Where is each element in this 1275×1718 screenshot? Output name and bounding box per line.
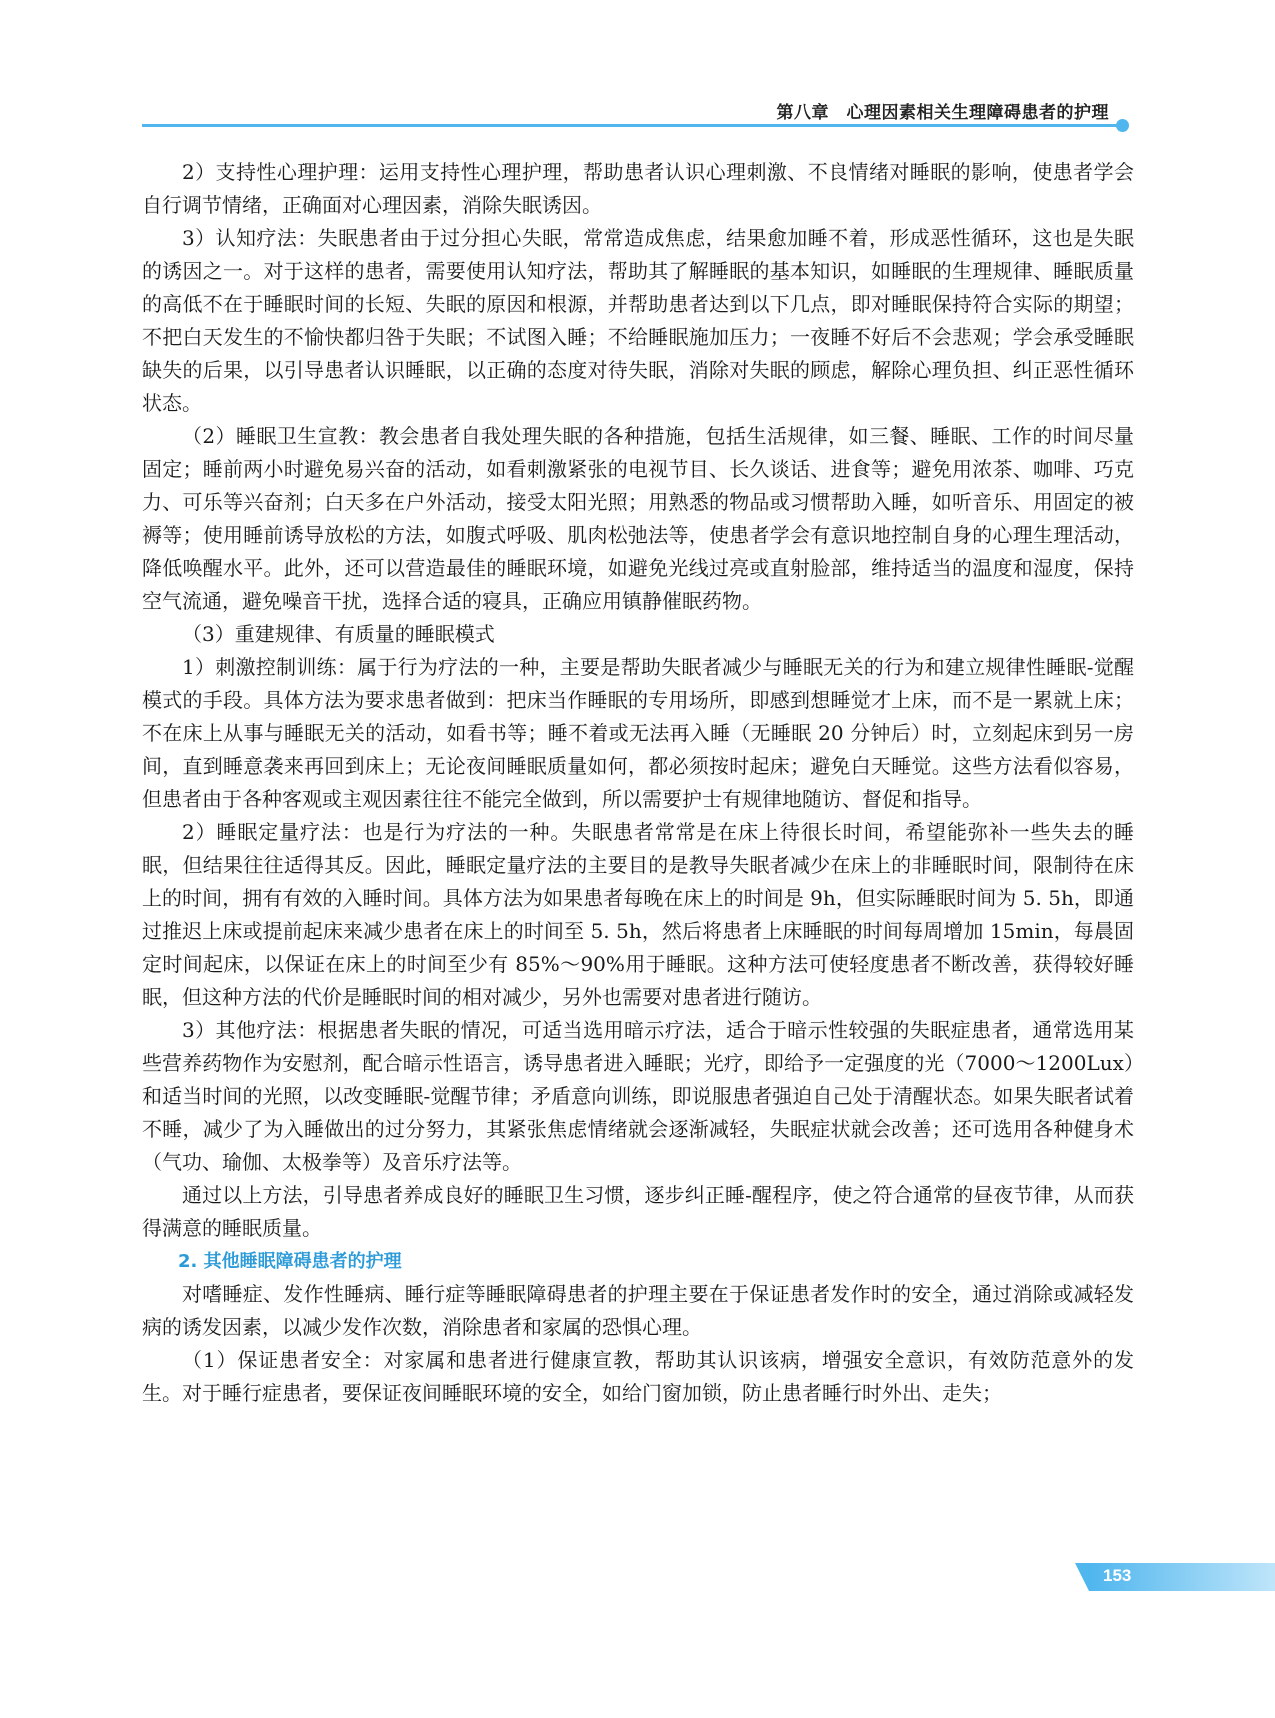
paragraph-patient-safety: （1）保证患者安全：对家属和患者进行健康宣教，帮助其认识该病，增强安全意识，有效防范意外的发生。对于睡行症患者，要保证夜间睡眠环境的安全，如给门窗加锁，防止患者睡行时外出、走失； <box>142 1348 1134 1405</box>
section-heading: 2. 其他睡眠障碍患者的护理 <box>178 1251 402 1272</box>
paragraph-sleep-restriction: 2）睡眠定量疗法：也是行为疗法的一种。失眠患者常常是在床上待很长时间，希望能弥补一些失去的睡眠，但结果往往适得其反。因此，睡眠定量疗法的主要目的是教导失眠者减少在床上的非睡眠时间，限制待在床上的时间，拥有有效的入睡时间。具体方法为如果患者每晚在床上的时间是 9h，但实际睡眠时间为 5. 5h，即通过推迟上床或提前起床来减少患者在床上的时间至 5. 5h，然后将患者上床睡眠的时间每周增加 15min，每晨固定时间起床，以保证在床上的时间至少有 85%～90%用于睡眠。这种方法可使轻度患者不断改善，获得较好睡眠，但这种方法的代价是睡眠时间的相对减少，另外也需要对患者进行随访。 <box>142 820 1134 1009</box>
paragraph-stimulus-control: 1）刺激控制训练：属于行为疗法的一种，主要是帮助失眠者减少与睡眠无关的行为和建立规律性睡眠-觉醒模式的手段。具体方法为要求患者做到：把床当作睡眠的专用场所，即感到想睡觉才上床，而不是一累就上床；不在床上从事与睡眠无关的活动，如看书等；睡不着或无法再入睡（无睡眠 20 分钟后）时，立刻起床到另一房间，直到睡意袭来再回到床上；无论夜间睡眠质量如何，都必须按时起床；避免白天睡觉。这些方法看似容易，但患者由于各种客观或主观因素往往不能完全做到，所以需要护士有规律地随访、督促和指导。 <box>142 655 1134 811</box>
paragraph-other-therapies: 3）其他疗法：根据患者失眠的情况，可适当选用暗示疗法，适合于暗示性较强的失眠症患者，通常选用某些营养药物作为安慰剂，配合暗示性语言，诱导患者进入睡眠；光疗，即给予一定强度的光（7000～1200Lux）和适当时间的光照，以改变睡眠-觉醒节律；矛盾意向训练，即说服患者强迫自己处于清醒状态。如果失眠者试着不睡，减少了为入睡做出的过分努力，其紧张焦虑情绪就会逐渐减轻，失眠症状就会改善；还可选用各种健身术（气功、瑜伽、太极拳等）及音乐疗法等。 <box>142 1018 1134 1174</box>
paragraph-cognitive-therapy: 3）认知疗法：失眠患者由于过分担心失眠，常常造成焦虑，结果愈加睡不着，形成恶性循环，这也是失眠的诱因之一。对于这样的患者，需要使用认知疗法，帮助其了解睡眠的基本知识，如睡眠的生理规律、睡眠质量的高低不在于睡眠时间的长短、失眠的原因和根源，并帮助患者达到以下几点，即对睡眠保持符合实际的期望；不把白天发生的不愉快都归咎于失眠；不试图入睡；不给睡眠施加压力；一夜睡不好后不会悲观；学会承受睡眠缺失的后果，以引导患者认识睡眠，以正确的态度对待失眠，消除对失眠的顾虑，解除心理负担、纠正恶性循环状态。 <box>142 226 1134 415</box>
header-dot-ornament <box>1116 119 1129 132</box>
header-rule <box>142 124 1126 127</box>
running-header: 第八章 心理因素相关生理障碍患者的护理 <box>776 103 1109 123</box>
paragraph-rebuild-sleep-pattern: （3）重建规律、有质量的睡眠模式 <box>182 622 495 646</box>
page-number: 153 <box>1103 1566 1132 1585</box>
paragraph-summary: 通过以上方法，引导患者养成良好的睡眠卫生习惯，逐步纠正睡-醒程序，使之符合通常的昼夜节律，从而获得满意的睡眠质量。 <box>142 1183 1134 1240</box>
paragraph-supportive-therapy: 2）支持性心理护理：运用支持性心理护理，帮助患者认识心理刺激、不良情绪对睡眠的影响，使患者学会自行调节情绪，正确面对心理因素，消除失眠诱因。 <box>142 160 1134 217</box>
paragraph-other-disorders-intro: 对嗜睡症、发作性睡病、睡行症等睡眠障碍患者的护理主要在于保证患者发作时的安全，通过消除或减轻发病的诱发因素，以减少发作次数，消除患者和家属的恐惧心理。 <box>142 1282 1134 1339</box>
body-text <box>142 156 1134 1410</box>
paragraph-sleep-hygiene: （2）睡眠卫生宣教：教会患者自我处理失眠的各种措施，包括生活规律，如三餐、睡眠、工作的时间尽量固定；睡前两小时避免易兴奋的活动，如看刺激紧张的电视节目、长久谈话、进食等；避免用浓茶、咖啡、巧克力、可乐等兴奋剂；白天多在户外活动，接受太阳光照；用熟悉的物品或习惯帮助入睡，如听音乐、用固定的被褥等；使用睡前诱导放松的方法，如腹式呼吸、肌肉松弛法等，使患者学会有意识地控制自身的心理生理活动，降低唤醒水平。此外，还可以营造最佳的睡眠环境，如避免光线过亮或直射脸部，维持适当的温度和湿度，保持空气流通，避免噪音干扰，选择合适的寝具，正确应用镇静催眠药物。 <box>142 424 1134 613</box>
